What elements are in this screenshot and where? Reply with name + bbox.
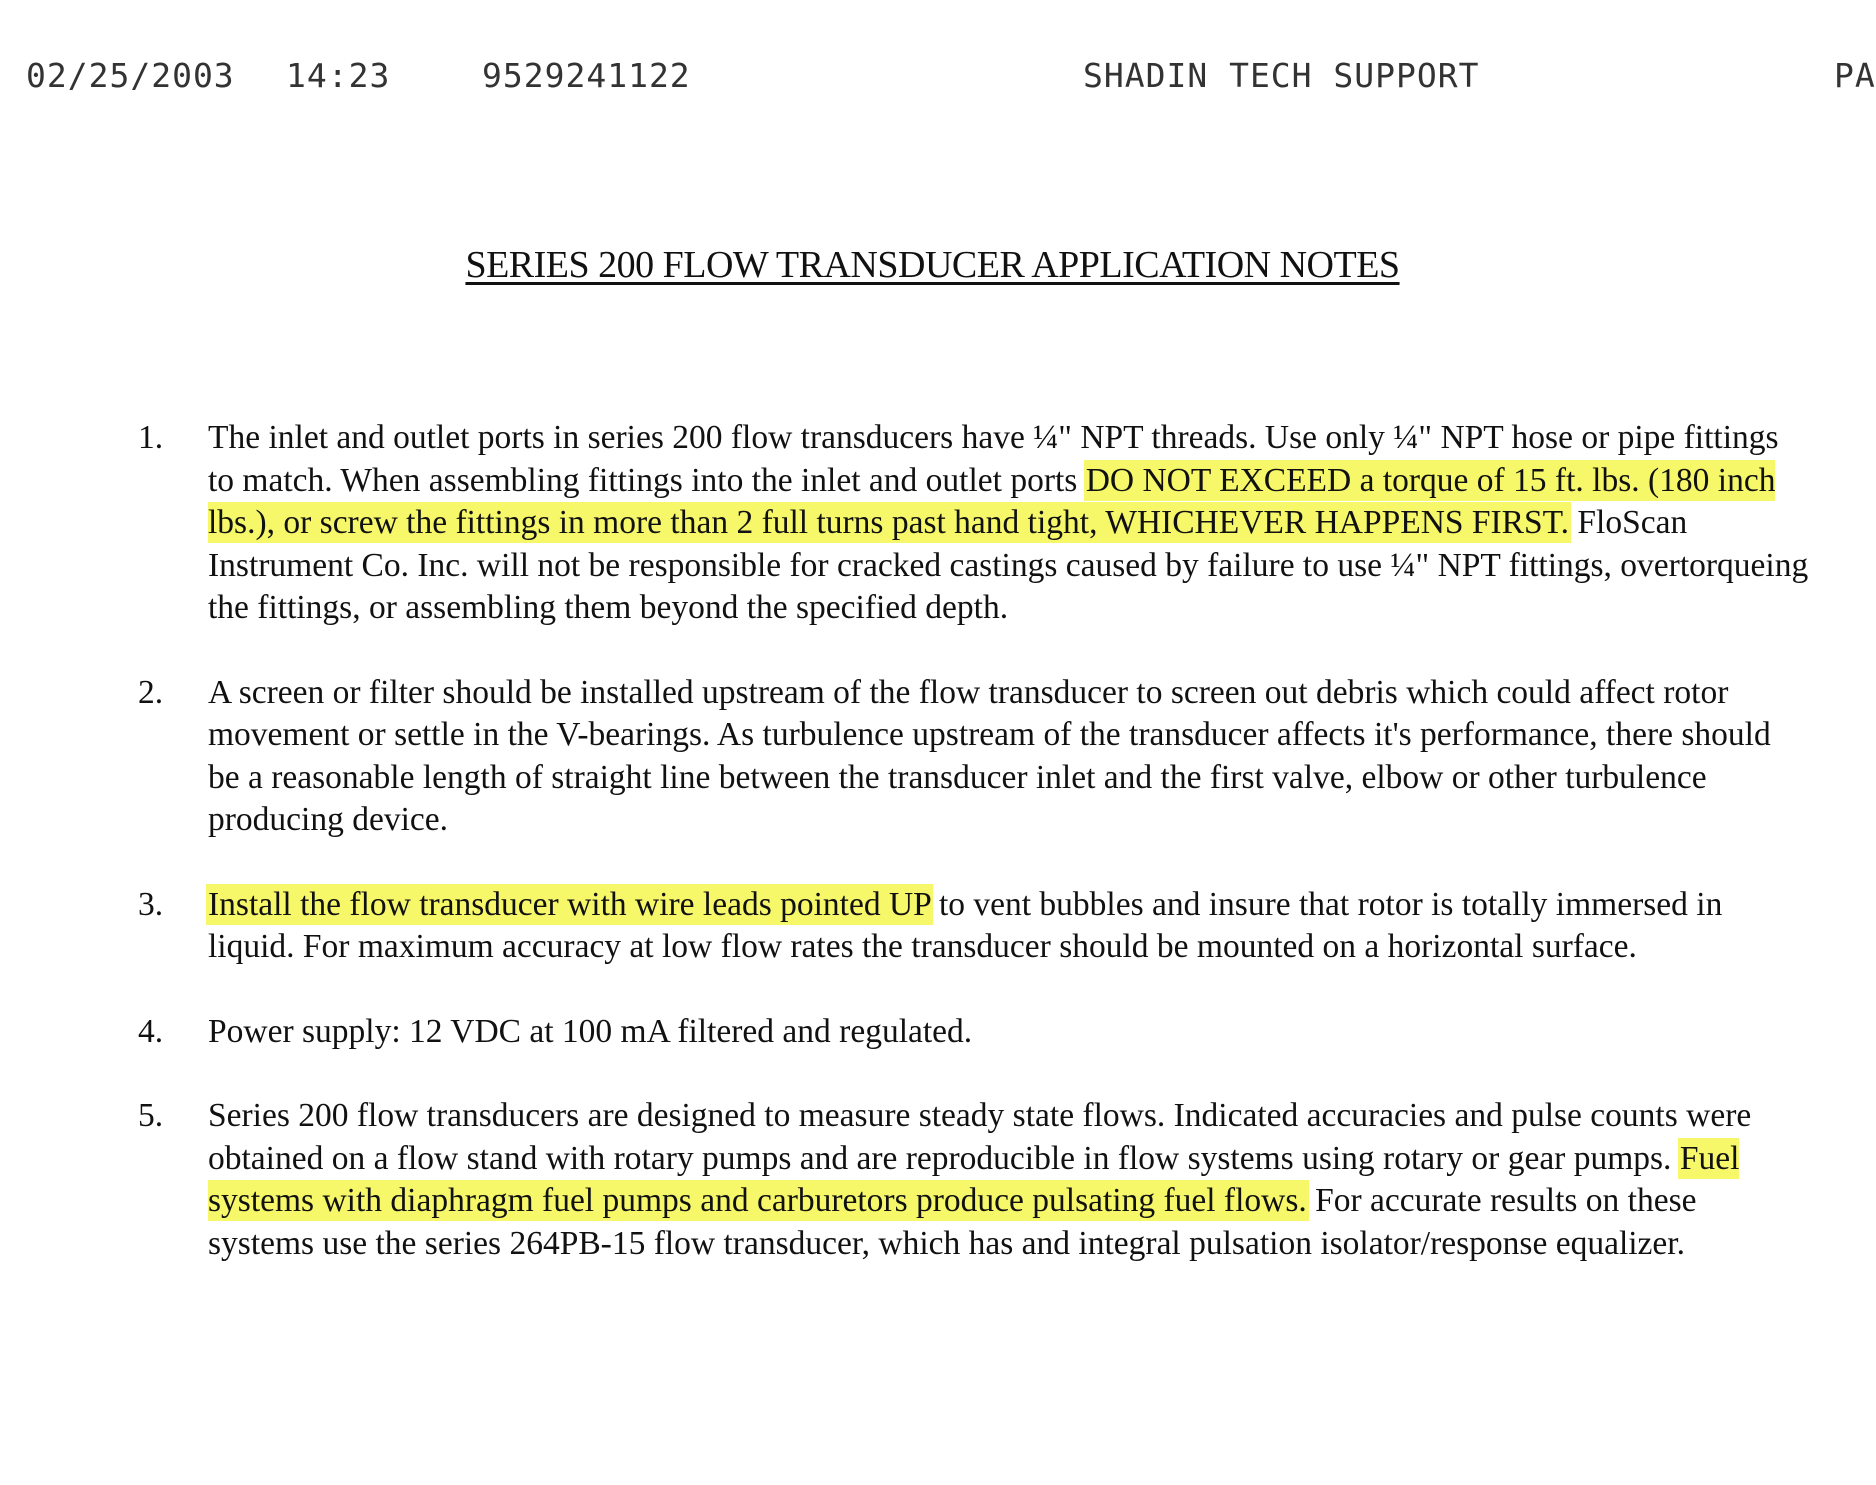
highlighted-text: Install the flow transducer with wire leads pointed UP bbox=[208, 885, 931, 923]
highlighted-text: DO NOT EXCEED a torque of 15 ft. lbs. (180 inch lbs.), or screw the fittings in more than 2 full turns past hand tight, WHICHEVER HAPPENS FIRST. bbox=[208, 461, 1776, 541]
note-text: Series 200 flow transducers are designed to measure steady state flows. Indicated accuracies and pulse counts were obtained on a flow stand with rotary pumps and are reproducible in flow systems using rotary or gear pumps. bbox=[208, 1097, 1752, 1177]
fax-phone-number: 9529241122 bbox=[482, 56, 691, 95]
note-number: 2. bbox=[138, 673, 164, 711]
note-item bbox=[130, 417, 1810, 630]
note-number: 1. bbox=[138, 419, 164, 456]
note-number: 4. bbox=[138, 1012, 164, 1050]
application-notes-list bbox=[130, 417, 1810, 1307]
note-text: For accurate results on these systems use the series 264PB-15 flow transducer, which has and integral pulsation isolator/response equalizer. bbox=[208, 1182, 1697, 1262]
note-number: 3. bbox=[138, 885, 164, 923]
highlighted-text: Fuel systems with diaphragm fuel pumps and carburetors produce pulsating fuel flows. bbox=[208, 1139, 1740, 1219]
note-text: FloScan Instrument Co. Inc. will not be responsible for cracked castings caused by failure to use ¼" NPT fittings, overtorqueing the fittings, or assembling them beyond the specified depth. bbox=[208, 504, 1809, 626]
note-body bbox=[208, 1095, 1810, 1265]
note-item bbox=[130, 1011, 1810, 1054]
note-text: Power supply: 12 VDC at 100 mA filtered and regulated. bbox=[208, 1012, 973, 1050]
note-number: 5. bbox=[138, 1097, 164, 1134]
fax-header bbox=[0, 56, 1876, 106]
note-body bbox=[208, 672, 1810, 842]
note-text: A screen or filter should be installed upstream of the flow transducer to screen out debris which could affect rotor movement or settle in the V-bearings. As turbulence upstream of the transducer affects it's performance, there should be a reasonable length of straight line between the transducer inlet and the first valve, elbow or other turbulence producing device. bbox=[208, 673, 1771, 838]
document-title: SERIES 200 FLOW TRANSDUCER APPLICATION NOTES bbox=[465, 244, 1400, 286]
note-item bbox=[130, 672, 1810, 842]
note-text: The inlet and outlet ports in series 200 flow transducers have ¼" NPT threads. Use only ¼" NPT hose or pipe fittings to match. When assembling fittings into the inlet and outlet ports bbox=[208, 419, 1779, 499]
note-body bbox=[208, 884, 1810, 969]
note-item bbox=[130, 1095, 1810, 1265]
fax-time: 14:23 bbox=[286, 56, 391, 95]
note-body bbox=[208, 1011, 1810, 1054]
fax-sender: SHADIN TECH SUPPORT bbox=[1083, 56, 1480, 95]
fax-page-label: PA bbox=[1834, 56, 1876, 95]
fax-date: 02/25/2003 bbox=[26, 56, 235, 95]
note-item bbox=[130, 884, 1810, 969]
note-body bbox=[208, 417, 1810, 630]
note-text: to vent bubbles and insure that rotor is totally immersed in liquid. For maximum accuracy at low flow rates the transducer should be mounted on a horizontal surface. bbox=[208, 885, 1723, 965]
